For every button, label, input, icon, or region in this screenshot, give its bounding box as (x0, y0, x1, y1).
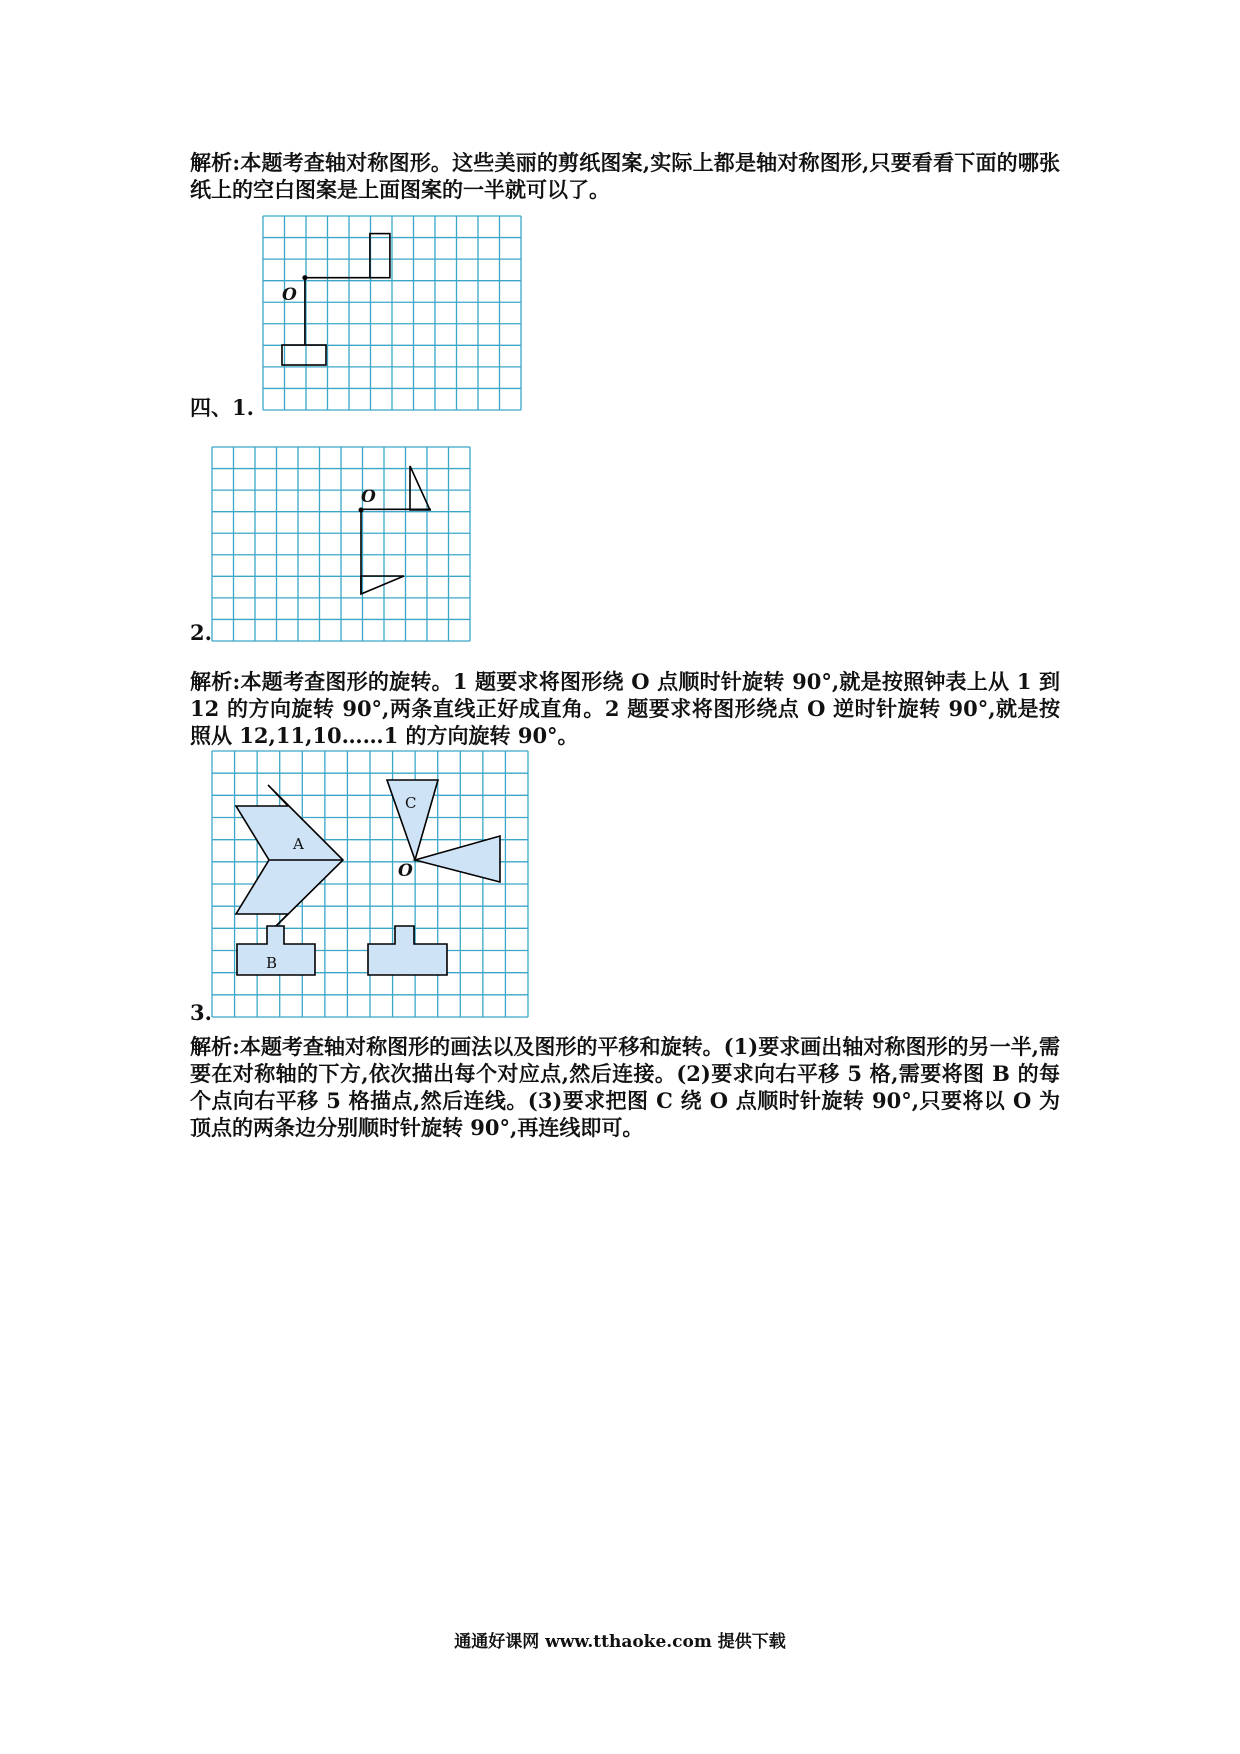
grid-figure-1-canvas (262, 215, 524, 413)
grid-figure-1 (262, 215, 524, 413)
grid-lines (263, 216, 521, 410)
grid-figure-3 (211, 750, 531, 1020)
shape-c-label: C (405, 794, 417, 812)
pivot-label-o: O (282, 285, 297, 305)
shape-c (387, 780, 438, 860)
shape-a-label: A (293, 835, 304, 853)
shape-b-translated (368, 926, 447, 975)
grid-figure-3-canvas (211, 750, 531, 1020)
shape-b-label: B (266, 954, 278, 972)
pivot-point-o (359, 508, 364, 513)
shape-c-rotated (415, 836, 500, 882)
grid-figure-2 (211, 446, 473, 644)
footer-credit: 通通好课网 www.tthaoke.com 提供下载 (454, 1632, 786, 1652)
analysis-paragraph-2: 解析:本题考查图形的旋转。1 题要求将图形绕 O 点顺时针旋转 90°,就是按照钟表上从 1 到 12 的方向旋转 90°,两条直线正好成直角。2 题要求将图形绕点 O 逆时针旋转 90°,就是按照从 12,11,10……1 的方向旋转 90°。 (190, 669, 1060, 748)
pivot-label-o: O (398, 861, 413, 881)
grid-lines (212, 447, 470, 641)
rotated-triangle (361, 576, 404, 594)
rotated-rectangle (370, 234, 390, 278)
pivot-label-o: O (361, 487, 376, 507)
item-2-label: 2. (190, 620, 212, 645)
analysis-paragraph-3: 解析:本题考查轴对称图形的画法以及图形的平移和旋转。(1)要求画出轴对称图形的另一半,需要在对称轴的下方,依次描出每个对应点,然后连接。(2)要求向右平移 5 格,需要将图 B 的每个点向右平移 5 格描点,然后连线。(3)要求把图 C 绕 O 点顺时针旋转 90°,只要将以 O 为顶点的两条边分别顺时针旋转 90°,再连线即可。 (190, 1034, 1060, 1140)
section-four-label: 四、1. (190, 395, 254, 420)
original-rectangle (282, 345, 326, 365)
item-3-label: 3. (190, 1000, 212, 1025)
pivot-point-o (302, 275, 307, 280)
grid-figure-2-canvas (211, 446, 473, 644)
analysis-paragraph-1: 解析:本题考查轴对称图形。这些美丽的剪纸图案,实际上都是轴对称图形,只要看看下面的哪张纸上的空白图案是上面图案的一半就可以了。 (190, 150, 1060, 202)
